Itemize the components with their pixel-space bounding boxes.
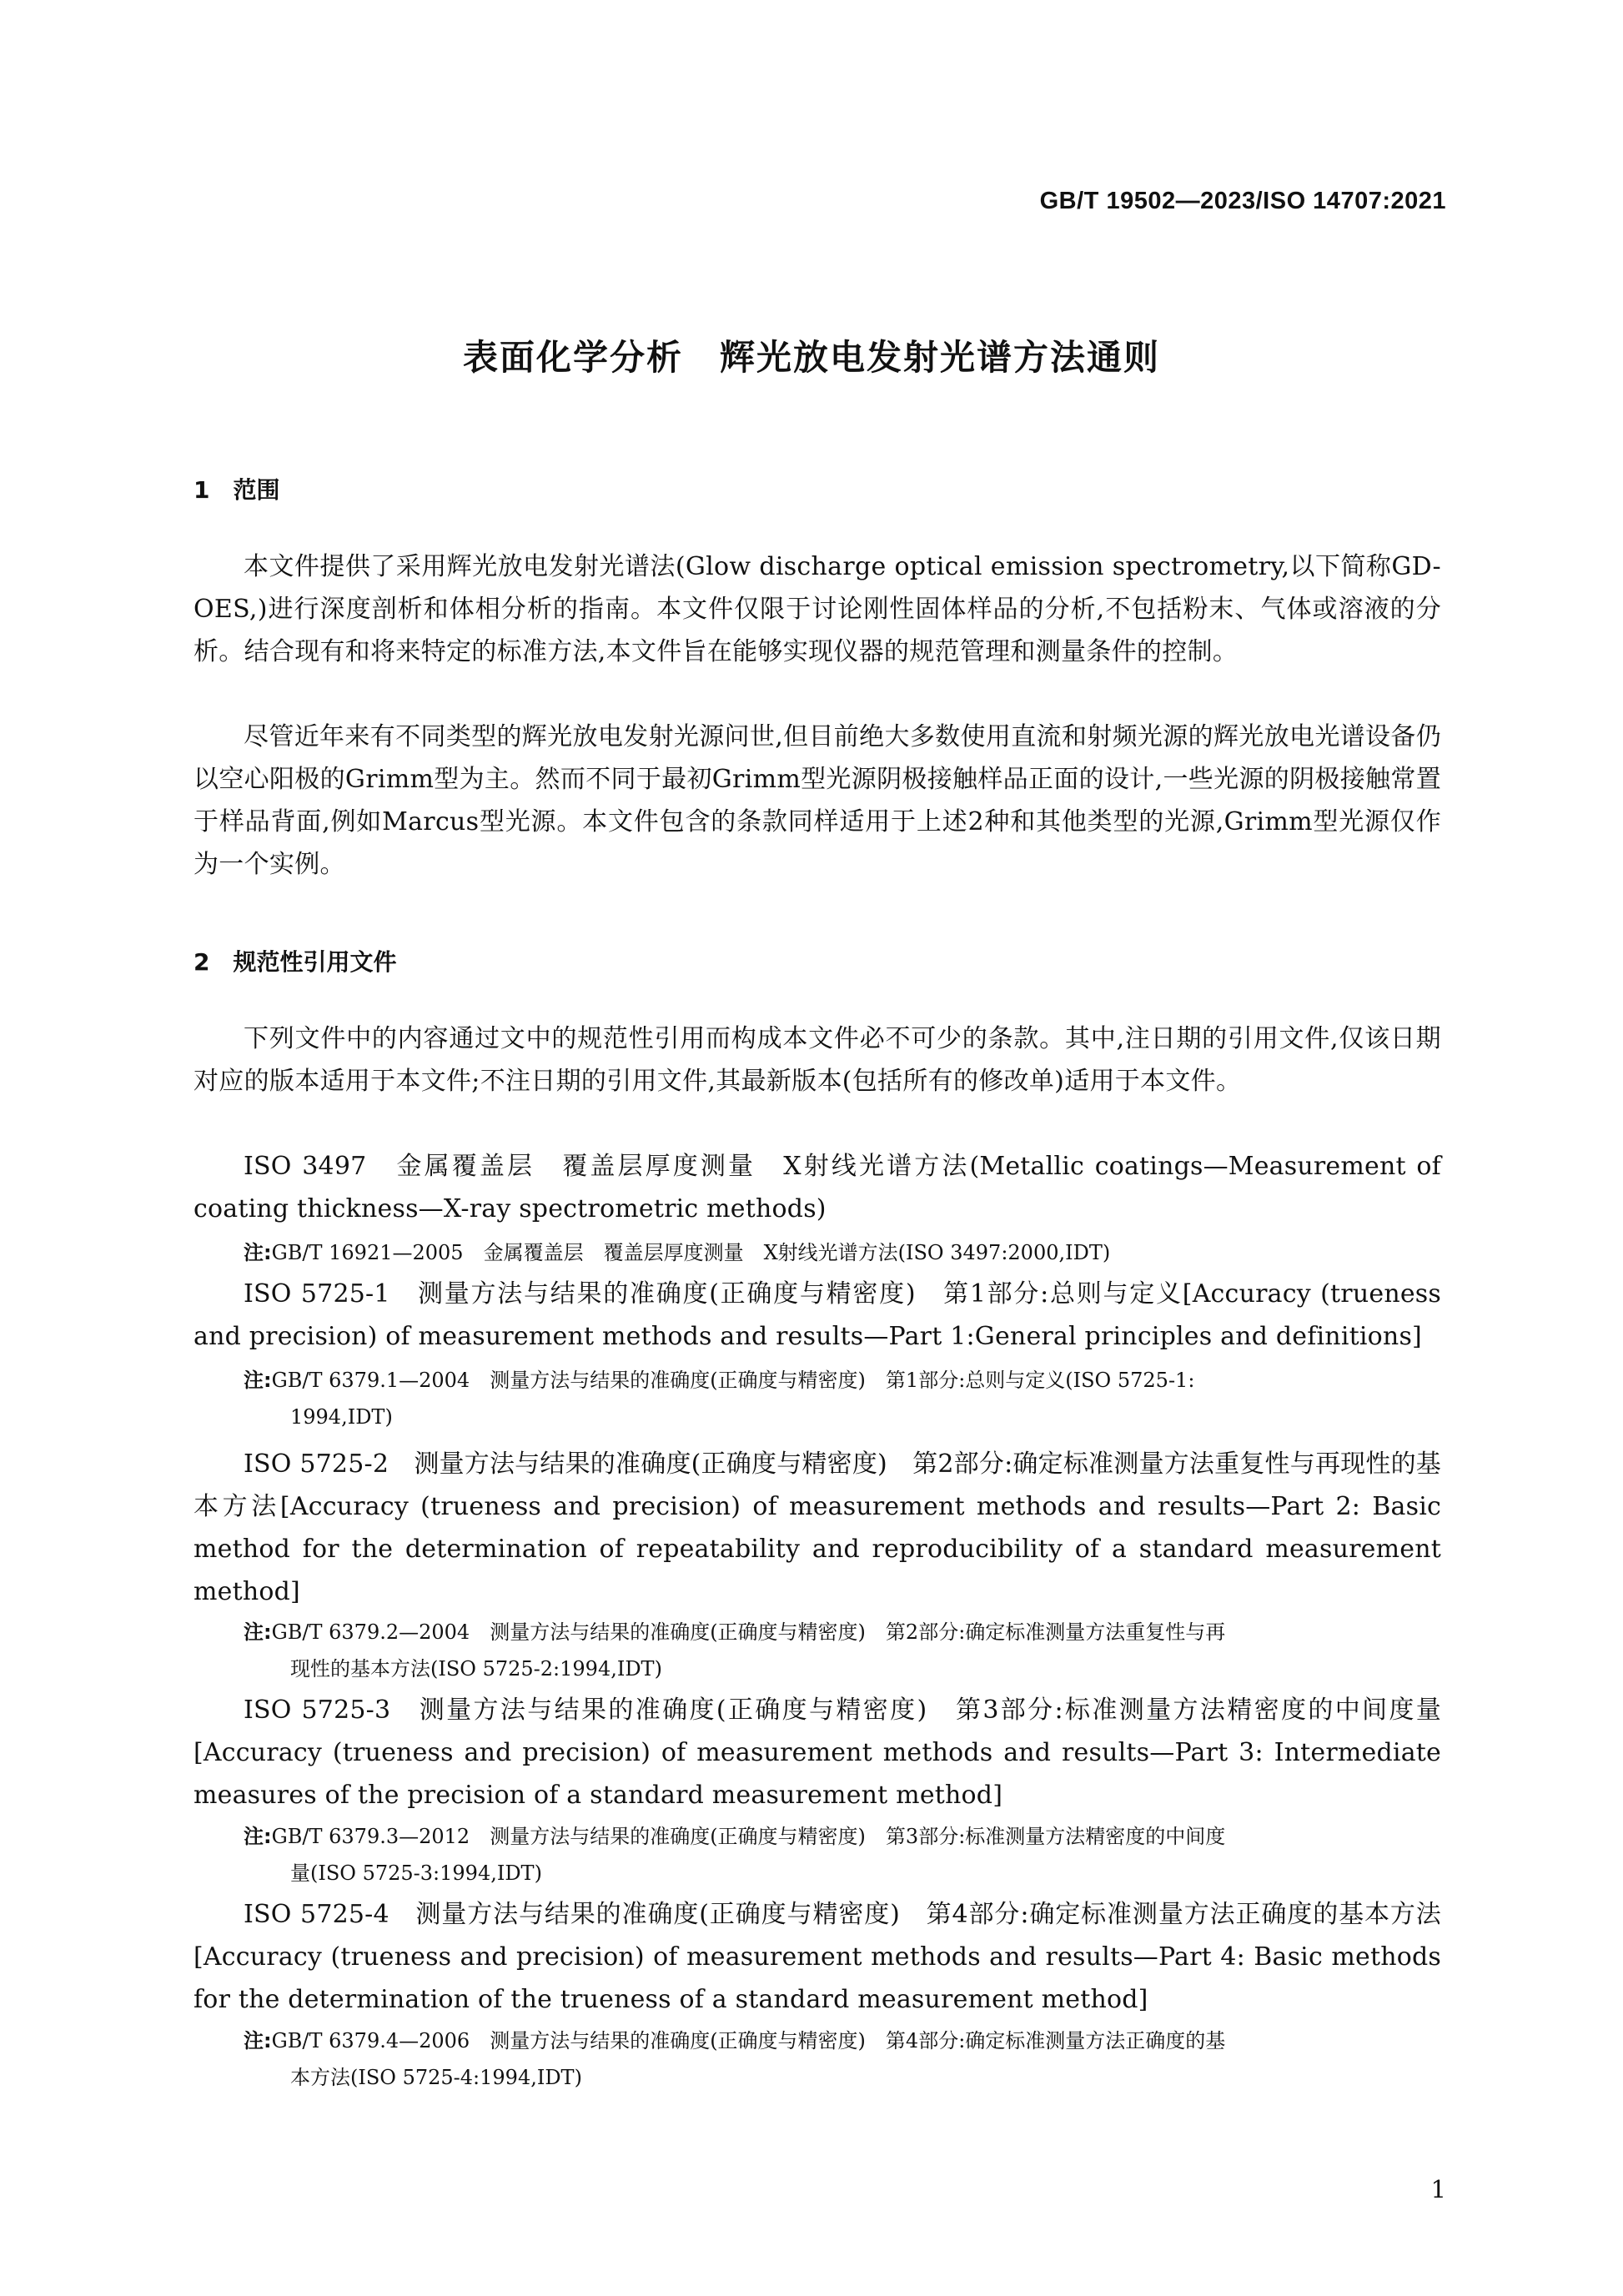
reference-iso-5725-3: ISO 5725-3 测量方法与结果的准确度(正确度与精密度) 第3部分:标准测量方法精密度的中间度量[Accuracy (trueness and precision) of measurement methods and results—Part 3: Intermediate measures of the precision of a standard measurement method] (193, 1696, 1441, 1810)
note-text: GB/T 6379.1—2004 测量方法与结果的准确度(正确度与精密度) 第1部分:总则与定义(ISO 5725-1: (271, 1369, 1195, 1392)
reference-note-iso-5725-1 (244, 1362, 1441, 1435)
reference-iso-5725-2: ISO 5725-2 测量方法与结果的准确度(正确度与精密度) 第2部分:确定标准测量方法重复性与再现性的基本方法[Accuracy (trueness and precision) of measurement methods and results—Part 2: Basic method for the determination of repeatability and reproducibility of a standard measurement method] (193, 1449, 1441, 1606)
note-text: GB/T 6379.3—2012 测量方法与结果的准确度(正确度与精密度) 第3部分:标准测量方法精密度的中间度 (271, 1825, 1226, 1848)
standard-number: GB/T 19502—2023/ISO 14707:2021 (1039, 188, 1446, 214)
note-label: 注: (244, 1241, 272, 1264)
section-1-heading: 1 范围 (193, 476, 280, 504)
reference-iso-5725-4: ISO 5725-4 测量方法与结果的准确度(正确度与精密度) 第4部分:确定标准测量方法正确度的基本方法[Accuracy (trueness and precision) of measurement methods and results—Part 4: Basic methods for the determination of the trueness of a standard measurement method] (193, 1900, 1441, 2014)
reference-note-iso-5725-2 (244, 1614, 1441, 1687)
note-label: 注: (244, 1620, 272, 1644)
reference-note-iso-5725-3 (244, 1818, 1441, 1892)
reference-iso-5725-1: ISO 5725-1 测量方法与结果的准确度(正确度与精密度) 第1部分:总则与定义[Accuracy (trueness and precision) of measurement methods and results—Part 1:General principles and definitions] (193, 1279, 1441, 1351)
section-2-paragraph-1: 下列文件中的内容通过文中的规范性引用而构成本文件必不可少的条款。其中,注日期的引用文件,仅该日期对应的版本适用于本文件;不注日期的引用文件,其最新版本(包括所有的修改单)适用于本文件。 (193, 1024, 1441, 1096)
section-2-heading: 2 规范性引用文件 (193, 948, 397, 976)
reference-iso-3497: ISO 3497 金属覆盖层 覆盖层厚度测量 X射线光谱方法(Metallic coatings—Measurement of coating thickness—X-ray spectrometric methods) (193, 1152, 1441, 1223)
page-number: 1 (1430, 2175, 1446, 2203)
reference-note-iso-5725-4 (244, 2022, 1441, 2096)
note-text: GB/T 16921—2005 金属覆盖层 覆盖层厚度测量 X射线光谱方法(ISO 3497:2000,IDT) (271, 1241, 1111, 1264)
note-text-continued: 量(ISO 5725-3:1994,IDT) (290, 1861, 542, 1885)
section-1-paragraph-1: 本文件提供了采用辉光放电发射光谱法(Glow discharge optical emission spectrometry,以下简称GD-OES,)进行深度剖析和体相分析的指南。本文件仅限于讨论刚性固体样品的分析,不包括粉末、气体或溶液的分析。结合现有和将来特定的标准方法,本文件旨在能够实现仪器的规范管理和测量条件的控制。 (193, 552, 1441, 666)
reference-note-iso-3497 (244, 1234, 1441, 1271)
note-label: 注: (244, 1369, 272, 1392)
document-title: 表面化学分析 辉光放电发射光谱方法通则 (462, 337, 1160, 378)
note-text-continued: 现性的基本方法(ISO 5725-2:1994,IDT) (290, 1657, 662, 1681)
note-text: GB/T 6379.2—2004 测量方法与结果的准确度(正确度与精密度) 第2部分:确定标准测量方法重复性与再 (271, 1620, 1226, 1644)
note-label: 注: (244, 1825, 272, 1848)
note-text-continued: 本方法(ISO 5725-4:1994,IDT) (290, 2066, 582, 2089)
note-label: 注: (244, 2029, 272, 2052)
note-text: GB/T 6379.4—2006 测量方法与结果的准确度(正确度与精密度) 第4部分:确定标准测量方法正确度的基 (271, 2029, 1226, 2052)
note-text-continued: 1994,IDT) (290, 1405, 393, 1429)
section-1-paragraph-2: 尽管近年来有不同类型的辉光放电发射光源问世,但目前绝大多数使用直流和射频光源的辉光放电光谱设备仍以空心阳极的Grimm型为主。然而不同于最初Grimm型光源阴极接触样品正面的设计,一些光源的阴极接触常置于样品背面,例如Marcus型光源。本文件包含的条款同样适用于上述2种和其他类型的光源,Grimm型光源仅作为一个实例。 (193, 722, 1441, 879)
